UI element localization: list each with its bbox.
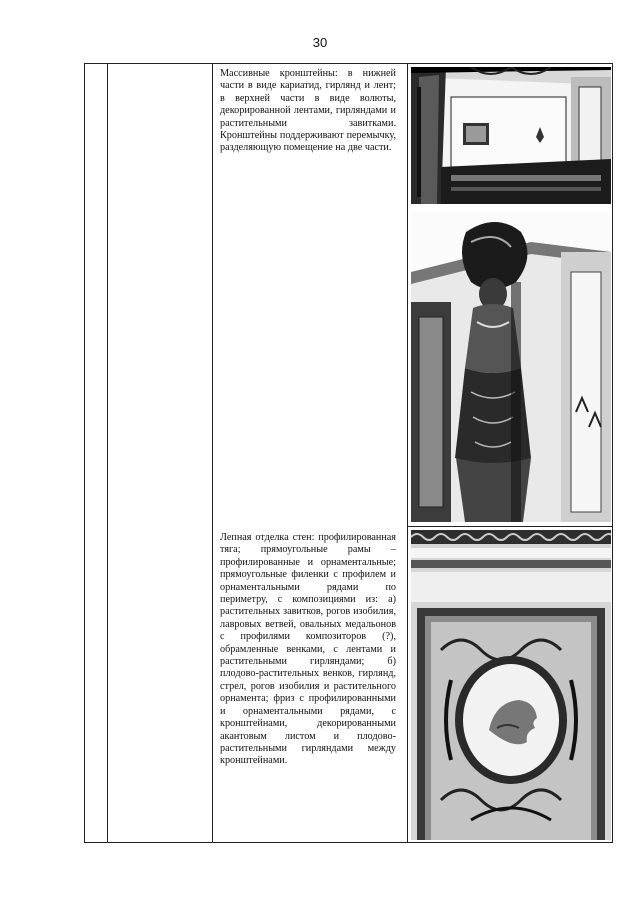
table-row-divider [407,526,612,527]
table-column-divider-3 [407,64,408,842]
row-2-description: Лепная отделка стен: профилированная тяга; прямоугольные рамы – профилированные и орнаментальные; прямоугольные филенки с профилем и орнаментальными рядами по периметру, с композициями из: а) растительных завитков, рогов изобилия, лавровых ветвей, овальных медальонов с профилями композиторов (?), обрамленные венками, с лентами и растительными гирляндами; б) плодово-растительных венков, гирлянд, стрел, рогов изобилия и растительного орнамента; фриз с профилированными и орнаментальными рядами, с кронштейнами, декорированными акантовым листом и плодово-растительными гирляндами между кронштейнами. [220,532,396,767]
table-column-divider-1 [107,64,108,842]
row-1-description: Массивные кронштейны: в нижней части в виде кариатид, гирлянд и лент; в верхней части в виде волюты, декорированной лентами, гирляндами и растительными завитками. Кронштейны поддерживают перемычку, разделяющую помещение на две части. [220,68,396,154]
document-table [84,63,613,843]
wall-moulding-medallion-photo [411,530,611,840]
interior-hall-photo [411,67,611,204]
table-column-divider-2 [212,64,213,842]
page-number: 30 [312,35,328,50]
caryatid-bracket-photo [411,212,611,522]
